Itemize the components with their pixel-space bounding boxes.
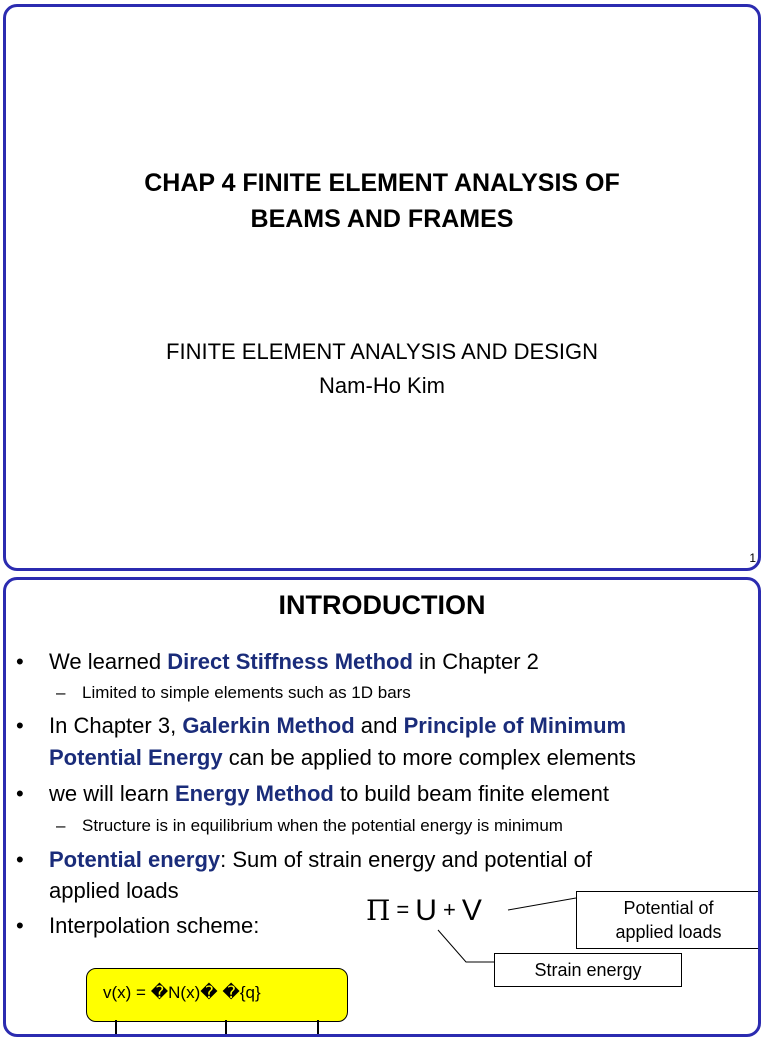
equals-sign: = bbox=[396, 897, 410, 922]
callout-text-line-1: Potential of bbox=[623, 898, 714, 918]
slide-title bbox=[6, 165, 758, 237]
bullet-text: Interpolation scheme: bbox=[49, 913, 260, 938]
sub-bullet-text: Limited to simple elements such as 1D bars bbox=[82, 683, 411, 702]
bullet-marker: • bbox=[16, 781, 24, 806]
sub-bullet-marker: – bbox=[56, 816, 66, 835]
bullet-text: to build beam finite element bbox=[333, 781, 610, 806]
bullet-text: In Chapter 3, bbox=[49, 713, 183, 738]
sub-bullet-text: Structure is in equilibrium when the potential energy is minimum bbox=[82, 816, 563, 835]
strain-energy-symbol: U bbox=[415, 894, 437, 927]
callout-strain-energy: Strain energy bbox=[494, 953, 682, 987]
pi-symbol: Π bbox=[366, 894, 391, 927]
sub-bullet-marker: – bbox=[56, 683, 66, 702]
bullet-marker: • bbox=[16, 649, 24, 674]
equation-ticks bbox=[86, 1020, 366, 1037]
bullet-marker: • bbox=[16, 913, 24, 938]
potential-symbol: V bbox=[461, 894, 482, 927]
bullet-marker: • bbox=[16, 847, 24, 872]
bullet-text: : Sum of strain energy and potential of bbox=[220, 847, 592, 872]
bullet-text: we will learn bbox=[49, 781, 175, 806]
bullet-text: applied loads bbox=[49, 878, 179, 903]
bullet-text: and bbox=[354, 713, 404, 738]
keyword: Potential energy bbox=[49, 847, 221, 872]
bullet-marker: • bbox=[16, 713, 24, 738]
bullet-text: in Chapter 2 bbox=[412, 649, 539, 674]
keyword: Principle of Minimum bbox=[403, 713, 627, 738]
bullet-text: can be applied to more complex elements bbox=[222, 745, 636, 770]
keyword: Energy Method bbox=[174, 781, 334, 806]
callout-line-strain bbox=[438, 930, 494, 962]
keyword: Direct Stiffness Method bbox=[167, 649, 413, 674]
title-line-1: CHAP 4 FINITE ELEMENT ANALYSIS OF bbox=[144, 169, 620, 197]
title-slide bbox=[3, 4, 761, 571]
interpolation-equation-box bbox=[86, 968, 348, 1022]
callout-text-line-2: applied loads bbox=[615, 922, 722, 942]
keyword: Potential Energy bbox=[49, 745, 223, 770]
title-line-2: BEAMS AND FRAMES bbox=[250, 205, 514, 233]
callout-line-potential bbox=[508, 898, 576, 910]
keyword: Galerkin Method bbox=[182, 713, 355, 738]
introduction-slide bbox=[3, 577, 761, 1037]
slide-subtitle bbox=[6, 335, 758, 403]
page-number: 1 bbox=[749, 551, 756, 565]
slide-title: INTRODUCTION bbox=[278, 590, 486, 620]
interpolation-equation: v(x) = �N(x)� �{q} bbox=[103, 983, 261, 1002]
plus-sign: + bbox=[442, 897, 456, 922]
bullet-text: We learned bbox=[49, 649, 168, 674]
callout-potential-of-loads bbox=[576, 891, 761, 949]
course-name: FINITE ELEMENT ANALYSIS AND DESIGN bbox=[166, 339, 598, 364]
author-name: Nam-Ho Kim bbox=[319, 373, 445, 398]
